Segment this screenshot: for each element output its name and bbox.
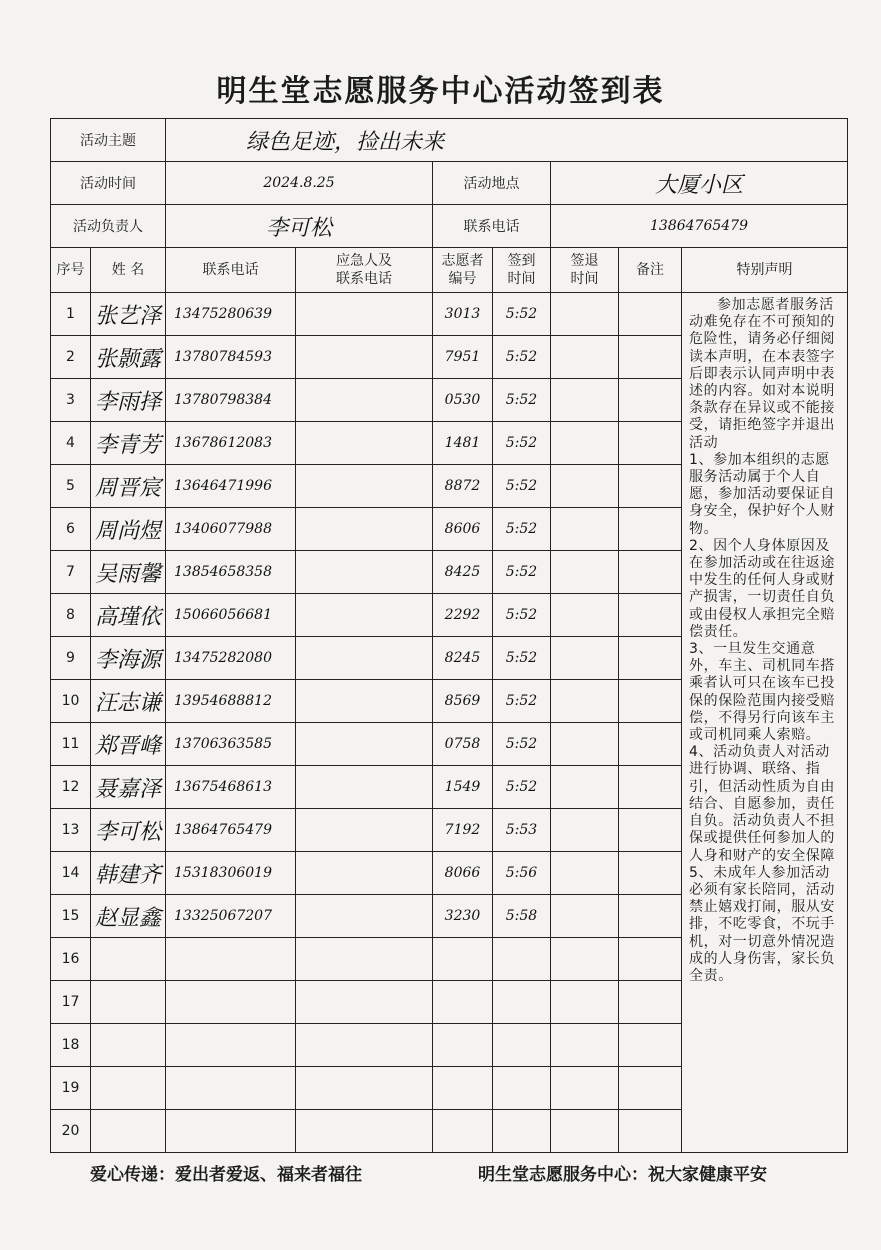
sign-out-cell[interactable] (551, 637, 619, 680)
remark-cell[interactable] (619, 809, 682, 852)
sign-in-cell[interactable]: 5:52 (493, 766, 551, 809)
volunteer-id-cell[interactable] (433, 1067, 493, 1110)
row-number: 14 (51, 852, 91, 895)
col-phone: 联系电话 (166, 248, 296, 293)
phone-cell[interactable] (166, 1024, 296, 1067)
table-row (51, 293, 848, 336)
row-number: 11 (51, 723, 91, 766)
name-cell[interactable]: 李雨择 (91, 379, 166, 422)
statement-paragraph: 4、活动负责人对活动进行协调、联络、指引，但活动性质为自由结合、自愿参加，责任自负。活动负责人不担保或提供任何参加人的人身和财产的安全保障 (689, 744, 835, 864)
row-number: 9 (51, 637, 91, 680)
row-number: 2 (51, 336, 91, 379)
sign-out-cell[interactable] (551, 379, 619, 422)
sign-out-cell[interactable] (551, 766, 619, 809)
row-number: 18 (51, 1024, 91, 1067)
phone-cell[interactable]: 13678612083 (166, 422, 296, 465)
remark-cell[interactable] (619, 1110, 682, 1153)
emergency-cell[interactable] (296, 981, 433, 1024)
volunteer-id-cell[interactable]: 1481 (433, 422, 493, 465)
sign-in-cell[interactable]: 5:52 (493, 551, 551, 594)
row-number: 3 (51, 379, 91, 422)
volunteer-id-cell[interactable]: 8245 (433, 637, 493, 680)
sign-out-cell[interactable] (551, 465, 619, 508)
theme-row (51, 119, 848, 162)
name-cell[interactable]: 赵显鑫 (91, 895, 166, 938)
volunteer-id-cell[interactable]: 8569 (433, 680, 493, 723)
sign-out-cell[interactable] (551, 938, 619, 981)
sign-in-cell[interactable] (493, 1024, 551, 1067)
row-number: 12 (51, 766, 91, 809)
row-number: 20 (51, 1110, 91, 1153)
volunteer-id-cell[interactable]: 3230 (433, 895, 493, 938)
row-number: 5 (51, 465, 91, 508)
remark-cell[interactable] (619, 551, 682, 594)
volunteer-id-cell[interactable]: 8066 (433, 852, 493, 895)
emergency-cell[interactable] (296, 852, 433, 895)
emergency-cell[interactable] (296, 465, 433, 508)
volunteer-id-cell[interactable]: 0758 (433, 723, 493, 766)
col-name: 姓 名 (91, 248, 166, 293)
sign-out-cell[interactable] (551, 336, 619, 379)
row-number: 1 (51, 293, 91, 336)
volunteer-id-cell[interactable] (433, 938, 493, 981)
col-sign-out: 签退 时间 (551, 248, 619, 293)
phone-cell[interactable]: 13475282080 (166, 637, 296, 680)
sign-in-cell[interactable]: 5:52 (493, 594, 551, 637)
sign-in-cell[interactable]: 5:52 (493, 465, 551, 508)
sign-in-cell[interactable] (493, 938, 551, 981)
sign-in-cell[interactable]: 5:52 (493, 336, 551, 379)
col-statement: 特别声明 (682, 248, 848, 293)
volunteer-id-cell[interactable]: 7192 (433, 809, 493, 852)
name-cell[interactable]: 张艺泽 (91, 293, 166, 336)
statement-paragraph: 1、参加本组织的志愿服务活动属于个人自愿，参加活动要保证自身安全，保护好个人财物。 (689, 451, 835, 537)
col-no: 序号 (51, 248, 91, 293)
sign-in-cell[interactable]: 5:56 (493, 852, 551, 895)
remark-cell[interactable] (619, 981, 682, 1024)
emergency-cell[interactable] (296, 293, 433, 336)
col-remark: 备注 (619, 248, 682, 293)
sign-in-cell[interactable]: 5:52 (493, 422, 551, 465)
row-number: 17 (51, 981, 91, 1024)
time-place-row (51, 162, 848, 205)
row-number: 10 (51, 680, 91, 723)
name-cell[interactable] (91, 1024, 166, 1067)
sign-out-cell[interactable] (551, 1067, 619, 1110)
volunteer-id-cell[interactable]: 1549 (433, 766, 493, 809)
remark-cell[interactable] (619, 680, 682, 723)
statement-paragraph: 2、因个人身体原因及在参加活动或在往返途中发生的任何人身或财产损害，一切责任自负或由侵权人承担完全赔偿责任。 (689, 537, 835, 640)
emergency-cell[interactable] (296, 508, 433, 551)
phone-cell[interactable]: 13406077988 (166, 508, 296, 551)
row-number: 16 (51, 938, 91, 981)
row-number: 15 (51, 895, 91, 938)
sign-in-cell[interactable]: 5:52 (493, 508, 551, 551)
emergency-cell[interactable] (296, 1110, 433, 1153)
emergency-cell[interactable] (296, 809, 433, 852)
emergency-cell[interactable] (296, 680, 433, 723)
phone-cell[interactable]: 13325067207 (166, 895, 296, 938)
remark-cell[interactable] (619, 293, 682, 336)
sign-in-cell[interactable]: 5:52 (493, 723, 551, 766)
name-cell[interactable]: 周尚煜 (91, 508, 166, 551)
volunteer-id-cell[interactable] (433, 1024, 493, 1067)
sign-out-cell[interactable] (551, 981, 619, 1024)
sign-in-cell[interactable] (493, 1067, 551, 1110)
volunteer-id-cell[interactable]: 3013 (433, 293, 493, 336)
statement-paragraph: 3、一旦发生交通意外，车主、司机同车搭乘者认可只在该车已投保的保险范围内接受赔偿，不得另行向该车主或司机同乘人索赔。 (689, 641, 835, 744)
phone-cell[interactable]: 13675468613 (166, 766, 296, 809)
time-value[interactable]: 2024.8.25 (166, 162, 433, 205)
row-number: 7 (51, 551, 91, 594)
name-cell[interactable] (91, 938, 166, 981)
col-sign-in: 签到 时间 (493, 248, 551, 293)
name-cell[interactable] (91, 1067, 166, 1110)
place-label: 活动地点 (433, 162, 551, 205)
name-cell[interactable] (91, 1110, 166, 1153)
theme-label: 活动主题 (51, 119, 166, 162)
name-cell[interactable]: 汪志谦 (91, 680, 166, 723)
volunteer-id-cell[interactable]: 2292 (433, 594, 493, 637)
col-emergency: 应急人及 联系电话 (296, 248, 433, 293)
volunteer-id-cell[interactable]: 8872 (433, 465, 493, 508)
emergency-cell[interactable] (296, 723, 433, 766)
sign-in-cell[interactable] (493, 1110, 551, 1153)
volunteer-id-cell[interactable] (433, 1110, 493, 1153)
remark-cell[interactable] (619, 938, 682, 981)
statement-paragraph: 参加志愿者服务活动难免存在不可预知的危险性，请务必仔细阅读本声明，在本表签字后即表示认同声明中表述的内容。如对本说明条款存在异议或不能接受，请拒绝签字并退出活动 (689, 297, 835, 451)
emergency-cell[interactable] (296, 422, 433, 465)
name-cell[interactable]: 李可松 (91, 809, 166, 852)
sign-in-cell[interactable]: 5:52 (493, 293, 551, 336)
special-statement (682, 293, 848, 1153)
remark-cell[interactable] (619, 1067, 682, 1110)
name-cell[interactable]: 韩建齐 (91, 852, 166, 895)
sign-out-cell[interactable] (551, 809, 619, 852)
phone-cell[interactable]: 13780798384 (166, 379, 296, 422)
sign-in-cell[interactable]: 5:52 (493, 379, 551, 422)
sign-in-sheet (50, 118, 848, 1153)
remark-cell[interactable] (619, 594, 682, 637)
remark-cell[interactable] (619, 723, 682, 766)
phone-cell[interactable] (166, 1110, 296, 1153)
sign-in-rows (51, 293, 848, 1153)
row-number: 19 (51, 1067, 91, 1110)
leader-label: 活动负责人 (51, 205, 166, 248)
emergency-cell[interactable] (296, 895, 433, 938)
remark-cell[interactable] (619, 895, 682, 938)
sign-out-cell[interactable] (551, 852, 619, 895)
emergency-cell[interactable] (296, 637, 433, 680)
sign-in-cell[interactable]: 5:52 (493, 637, 551, 680)
leader-phone-label: 联系电话 (433, 205, 551, 248)
name-cell[interactable] (91, 981, 166, 1024)
row-number: 6 (51, 508, 91, 551)
col-volunteer-id: 志愿者 编号 (433, 248, 493, 293)
row-number: 8 (51, 594, 91, 637)
remark-cell[interactable] (619, 422, 682, 465)
sign-in-cell[interactable]: 5:53 (493, 809, 551, 852)
emergency-cell[interactable] (296, 594, 433, 637)
page-title: 明生堂志愿服务中心活动签到表 (216, 74, 665, 109)
leader-phone-value[interactable]: 13864765479 (551, 205, 848, 248)
phone-cell[interactable]: 13954688812 (166, 680, 296, 723)
sign-in-cell[interactable]: 5:52 (493, 680, 551, 723)
phone-cell[interactable]: 15318306019 (166, 852, 296, 895)
sign-out-cell[interactable] (551, 594, 619, 637)
sign-out-cell[interactable] (551, 293, 619, 336)
sign-out-cell[interactable] (551, 508, 619, 551)
sign-out-cell[interactable] (551, 723, 619, 766)
theme-value[interactable]: 绿色足迹，捡出未来 (166, 119, 848, 162)
row-number: 13 (51, 809, 91, 852)
sign-out-cell[interactable] (551, 895, 619, 938)
sign-out-cell[interactable] (551, 680, 619, 723)
leader-row (51, 205, 848, 248)
leader-value[interactable]: 李可松 (166, 205, 433, 248)
emergency-cell[interactable] (296, 766, 433, 809)
emergency-cell[interactable] (296, 938, 433, 981)
remark-cell[interactable] (619, 1024, 682, 1067)
emergency-cell[interactable] (296, 1024, 433, 1067)
place-value[interactable]: 大厦小区 (551, 162, 848, 205)
emergency-cell[interactable] (296, 379, 433, 422)
remark-cell[interactable] (619, 508, 682, 551)
column-header-row (51, 248, 848, 293)
sign-out-cell[interactable] (551, 551, 619, 594)
phone-cell[interactable]: 13780784593 (166, 336, 296, 379)
volunteer-id-cell[interactable]: 8425 (433, 551, 493, 594)
time-label: 活动时间 (51, 162, 166, 205)
volunteer-id-cell[interactable]: 8606 (433, 508, 493, 551)
remark-cell[interactable] (619, 852, 682, 895)
phone-cell[interactable] (166, 1067, 296, 1110)
phone-cell[interactable]: 13475280639 (166, 293, 296, 336)
volunteer-id-cell[interactable] (433, 981, 493, 1024)
name-cell[interactable]: 郑晋峰 (91, 723, 166, 766)
statement-paragraph: 5、未成年人参加活动必须有家长陪同，活动禁止嬉戏打闹，服从安排，不吃零食，不玩手机，对一切意外情况造成的人身伤害，家长负全责。 (689, 864, 835, 984)
footer-right: 明生堂志愿服务中心：祝大家健康平安 (478, 1165, 767, 1185)
footer-left: 爱心传递：爱出者爱返、福来者福往 (90, 1165, 362, 1185)
sign-in-cell[interactable] (493, 981, 551, 1024)
volunteer-id-cell[interactable]: 0530 (433, 379, 493, 422)
phone-cell[interactable]: 13854658358 (166, 551, 296, 594)
name-cell[interactable]: 高瑾依 (91, 594, 166, 637)
name-cell[interactable]: 张颢露 (91, 336, 166, 379)
phone-cell[interactable]: 15066056681 (166, 594, 296, 637)
emergency-cell[interactable] (296, 1067, 433, 1110)
name-cell[interactable]: 聂嘉泽 (91, 766, 166, 809)
name-cell[interactable]: 李海源 (91, 637, 166, 680)
sign-out-cell[interactable] (551, 422, 619, 465)
phone-cell[interactable]: 13706363585 (166, 723, 296, 766)
phone-cell[interactable] (166, 981, 296, 1024)
remark-cell[interactable] (619, 637, 682, 680)
name-cell[interactable]: 吴雨馨 (91, 551, 166, 594)
sign-in-cell[interactable]: 5:58 (493, 895, 551, 938)
phone-cell[interactable]: 13864765479 (166, 809, 296, 852)
sign-out-cell[interactable] (551, 1024, 619, 1067)
volunteer-id-cell[interactable]: 7951 (433, 336, 493, 379)
phone-cell[interactable] (166, 938, 296, 981)
remark-cell[interactable] (619, 465, 682, 508)
row-number: 4 (51, 422, 91, 465)
sign-out-cell[interactable] (551, 1110, 619, 1153)
remark-cell[interactable] (619, 336, 682, 379)
remark-cell[interactable] (619, 379, 682, 422)
emergency-cell[interactable] (296, 336, 433, 379)
name-cell[interactable]: 周晋宸 (91, 465, 166, 508)
phone-cell[interactable]: 13646471996 (166, 465, 296, 508)
remark-cell[interactable] (619, 766, 682, 809)
name-cell[interactable]: 李青芳 (91, 422, 166, 465)
emergency-cell[interactable] (296, 551, 433, 594)
